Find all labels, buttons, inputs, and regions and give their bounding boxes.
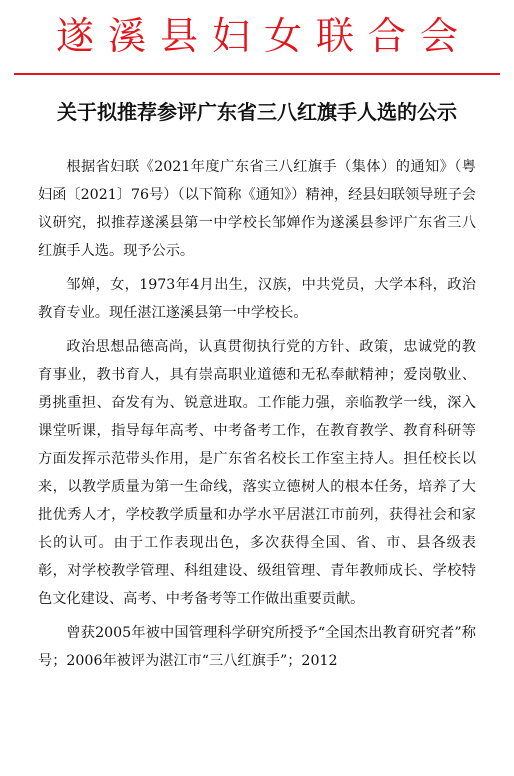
paragraph-merits: 政治思想品德高尚，认真贯彻执行党的方针、政策，忠诚党的教育事业，教书育人，具有崇高职业道德和无私奉献精神；爱岗敬业、勇挑重担、奋发有为、锐意进取。工作能力强，亲临教学一线，深入课堂听课，指导每年高考、中考备考工作，在教育教学、教育科研等方面发挥示范带头作用，是广东省名校长工作室主持人。担任校长以来，以教学质量为第一生命线，落实立德树人的根本任务，培养了大批优秀人才，学校教学质量和办学水平居湛江市前列，获得社会和家长的认可。由于工作表现出色，多次获得全国、省、市、县各级表彰，对学校教学管理、科组建设、级组管理、青年教师成长、学校特色文化建设、高考、中考备考等工作做出重要贡献。 bbox=[38, 339, 476, 607]
paragraph-intro: 根据省妇联《2021年度广东省三八红旗手（集体）的通知》（粤妇函〔2021〕76号）（以下简称《通知》）精神，经县妇联领导班子会议研究，拟推荐遂溪县第一中学校长邹婵作为遂溪县参评广东省三八红旗手人选。现予公示。 bbox=[38, 159, 476, 259]
masthead: 遂溪县妇女联合会 bbox=[55, 14, 472, 58]
masthead-rule bbox=[14, 73, 500, 75]
notice-body bbox=[38, 153, 476, 681]
notice-title: 关于拟推荐参评广东省三八红旗手人选的公示 bbox=[57, 100, 457, 124]
paragraph-honors: 曾获2005年被中国管理科学研究所授予“全国杰出教育研究者”称号；2006年被评为湛江市“三八红旗手”；2012 bbox=[38, 625, 476, 669]
paragraph-profile: 邹婵，女，1973年4月出生，汉族，中共党员，大学本科，政治教育专业。现任湛江遂溪县第一中学校长。 bbox=[38, 277, 476, 321]
